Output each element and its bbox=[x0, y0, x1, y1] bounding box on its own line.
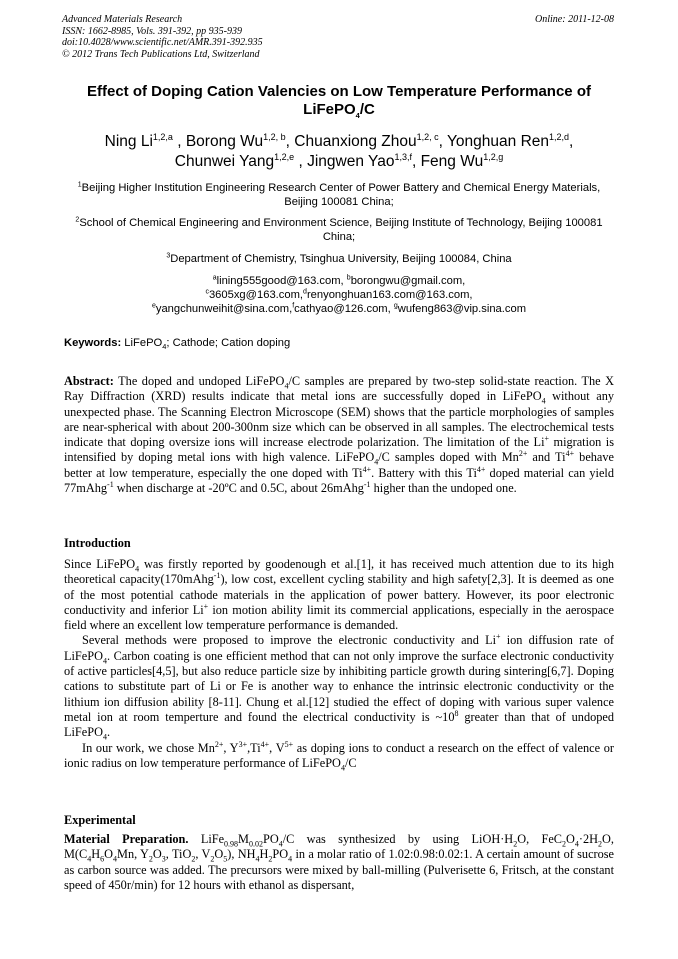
affiliation-3: $^3$Department of Chemistry, Tsinghua University, Beijing 100084, China bbox=[166, 252, 512, 265]
author-line-1: Ning Li$^{1,2,a}$ , Borong Wu$^{1,2, b}$, Chuanxiong Zhou$^{1,2, c}$, Yonghuan Ren$^{1,2,d}$, bbox=[104, 131, 574, 150]
affiliation-2: $^2$School of Chemical Engineering and Environment Science, Beijing Institute of Technology, Beijing 100081 China; bbox=[75, 216, 603, 243]
author-list bbox=[60, 132, 618, 172]
email-link[interactable]: lining555good@163.com, bbox=[216, 275, 347, 287]
email-link[interactable]: 3605xg@163.com, bbox=[208, 289, 304, 301]
author-line-2: Chunwei Yang$^{1,2,e}$ , Jingwen Yao$^{1,3,f}$, Feng Wu$^{1,2,g}$ bbox=[174, 151, 504, 170]
author: Chuanxiong Zhou bbox=[294, 133, 417, 150]
email-link[interactable]: borongwu@gmail.com, bbox=[350, 275, 466, 287]
author: Ning Li bbox=[104, 133, 153, 150]
introduction-body: Since LiFePO$_4$ was firstly reported by goodenough et al.[1], it has received much attention due to its high theoretical capacity(170mAhg$^{-1}$), low cost, excellent cycling stability and high safety[2,3]. It is deemed as one of the most potential cathode materials in the application of power battery. However, its poor electronic conductivity and inferior Li+ ion motion ability limit its commercial applications, especially in the aerospace field where an excellent low temperature performance is demanded. Several methods were proposed to improve the electronic conductivity and Li+ ion diffusion rate of LiFePO$_4$. Carbon coating is one efficient method that can not only improve the surface electronic conductivity of active particles[4,5], but also reduce particle size by inhibiting particle growth during sintering[6,7]. Doping cations to substitute part of Li or Fe is another way to enhance the intrinsic electronic conductivity or the lithium ion diffusion ability [8-11]. Chung et al.[12] studied the effect of doping with various super valence metal ion at room temperture and found the electrical conductivity is $\sim 10^8$ greater than that of undoped LiFePO$_4$. In our work, we chose $Mn^{2+}$, $Y^{3+},Ti^{4+}$, $V^{5+}$ as doping ions to conduct a research on the effect of valence or ionic radius on low temperature performance of LiFePO$_4$/C bbox=[64, 557, 615, 773]
keywords: Keywords: LiFePO$_4$; Cathode; Cation doping bbox=[64, 337, 291, 352]
section-heading-introduction: Introduction bbox=[64, 536, 131, 550]
author: Feng Wu bbox=[420, 153, 484, 170]
doi: doi:10.4028/www.scientific.net/AMR.391-392.935 bbox=[62, 37, 263, 48]
section-heading-experimental: Experimental bbox=[64, 813, 136, 827]
title-line-2: LiFePO$_4$/C bbox=[303, 101, 375, 120]
author: Jingwen Yao bbox=[307, 153, 395, 170]
affiliation-1: $^1$Beijing Higher Institution Engineering Research Center of Power Battery and Chemical Energy Materials, Beijing 100081 China; bbox=[77, 181, 601, 208]
author-emails: $^a$lining555good@163.com, $^b$borongwu@gmail.com, $^c$3605xg@163.com,$^d$renyonghuan163.com@163.com, $^e$yangchunweihit@sina.com,$^f$cathyao@126.com, $^g$wufeng863@vip.sina.com bbox=[151, 274, 527, 315]
author: Yonghuan Ren bbox=[447, 133, 549, 150]
paper-title bbox=[60, 83, 618, 119]
author: Borong Wu bbox=[185, 133, 264, 150]
email-link[interactable]: renyonghuan163.com@163.com, bbox=[306, 289, 473, 301]
email-link[interactable]: wufeng863@vip.sina.com bbox=[397, 303, 527, 315]
email-link[interactable]: cathyao@126.com, bbox=[294, 303, 394, 315]
abstract: Abstract: The doped and undoped LiFePO$_4$/C samples are prepared by two-step solid-state reaction. The X Ray Diffraction (XRD) results indicate that metal ions are successfully doped in LiFePO$_4$ without any unexpected phase. The Scanning Electron Microscope (SEM) shows that the particle morphologies of samples are near-spherical with about 200-300nm size which can be observed in all samples. The electrochemical tests indicate that doping oversize ions will increase electrode polarization. The limitation of the Li+ migration is intensified by doping metal ions with high valence. LiFePO$_4$/C samples doped with $Mn^{2+}$ and $Ti^{4+}$ behave better at low temperature, especially the one doped with $Ti^{4+}$. Battery with this $Ti^{4+}$ doped material can yield 77mAhg$^{-1}$ when discharge at -20ºC and 0.5C, about 26mAhg$^{-1}$ higher than the undoped one. bbox=[64, 374, 615, 496]
issn: ISSN: 1662-8985, Vols. 391-392, pp 935-939 bbox=[62, 25, 242, 37]
experimental-body: Material Preparation. $LiFe_{0.98}M_{0.02}PO_4/C$ was synthesized by using $LiOH\cdot H_2O$, $FeC_2O_4\cdot 2H_2O$, $M(C_4H_6O_4Mn$, $Y_2O_3$, TiO$_2$, $V_2O_5$), $NH_4H_2PO_4$ in a molar ratio of 1.02:0.98:0.02:1. A certain amount of sucrose as carbon source was added. The precursors were mixed by ball-milling (Pulverisette 6, Fritsch, at the constant speed of 450r/min) for 12 hours with ethanol as dispersant, bbox=[64, 832, 615, 892]
email-link[interactable]: yangchunweihit@sina.com, bbox=[155, 303, 293, 315]
journal-header bbox=[62, 14, 263, 60]
author: Chunwei Yang bbox=[174, 153, 275, 170]
title-line-1: Effect of Doping Cation Valencies on Low Temperature Performance of bbox=[87, 83, 591, 100]
online-date: Online: 2011-12-08 bbox=[535, 14, 614, 25]
journal-name: Advanced Materials Research bbox=[62, 14, 183, 25]
copyright: © 2012 Trans Tech Publications Ltd, Switzerland bbox=[62, 48, 260, 60]
